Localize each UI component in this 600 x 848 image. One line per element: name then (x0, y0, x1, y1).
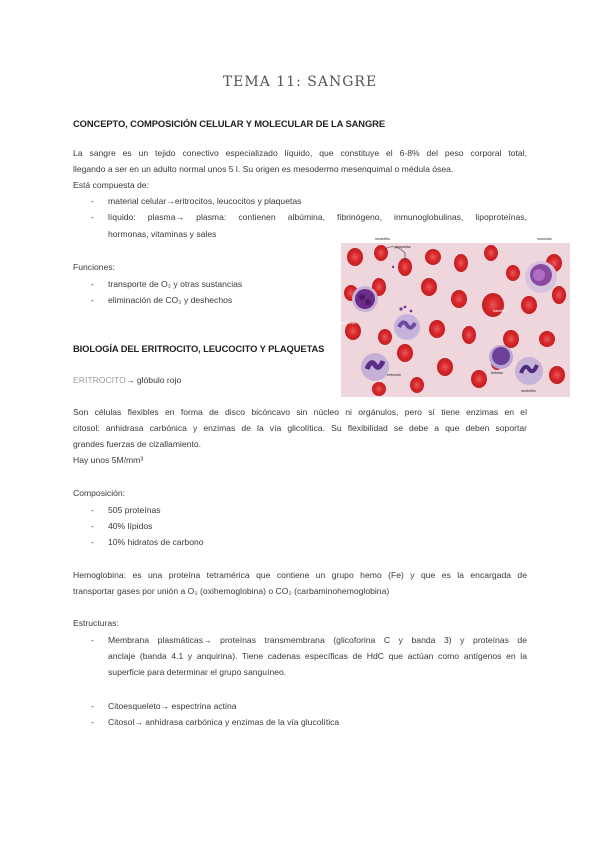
bullet-marker: - (91, 537, 94, 547)
eritrocito-count: Hay unos 5M/mm³ (73, 455, 144, 465)
bullet-marker: - (91, 635, 94, 645)
comp-item-2: 40% lípidos (108, 521, 153, 531)
neutrophil-bottom-right (515, 357, 543, 385)
basophil-neutrophil-center (394, 314, 420, 340)
blood-smear-illustration (341, 243, 570, 397)
bullet-marker: - (91, 701, 94, 711)
structure-item-1-line-1: Membrana plasmáticas→ proteínas transmembrana (glicoforina C y banda 3) y proteínas de (108, 635, 527, 645)
composition-item-1: material celular→eritrocitos, leucocitos y plaquetas (108, 196, 302, 206)
composition-label: Composición: (73, 488, 126, 498)
figure-label-neutrofilo-bottom: neutrófilo (521, 389, 536, 393)
figure-label-neutrofilo-top: neutrófilo (375, 237, 390, 241)
hemoglobina-line-1: Hemoglobina: es una proteína tetramérica que contiene un grupo hemo (Fe) y que es la encargada de (73, 570, 527, 580)
section-heading-concepto: CONCEPTO, COMPOSICIÓN CELULAR Y MOLECULAR DE LA SANGRE (73, 118, 385, 129)
figure-label-basofilo: basófilo (493, 309, 506, 313)
bullet-marker: - (91, 279, 94, 289)
figure-label-eritrocito: eritrocito (387, 373, 401, 377)
composed-label: Está compuesta de: (73, 180, 149, 190)
eritrocito-para-line-3: grandes fuerzas de cizallamiento. (73, 439, 202, 449)
bullet-marker: - (91, 295, 94, 305)
function-item-2: eliminación de CO₂ y deshechos (108, 295, 233, 305)
structures-label: Estructuras: (73, 618, 119, 628)
hemoglobina-line-2: transportar gases por unión a O₂ (oxihemoglobina) o CO₂ (carbaminohemoglobina) (73, 586, 390, 596)
structure-item-1-line-3: superficie para determinar el grupo sanguíneo. (108, 667, 287, 677)
composition-item-2-cont: hormonas, vitaminas y sales (108, 229, 217, 239)
structure-item-1-line-2: anclaje (banda 4.1 y anquirina). Tiene cadenas específicas de HdC que actúan como antígenos en la (108, 651, 527, 661)
bullet-marker: - (91, 521, 94, 531)
eosinophil (352, 286, 378, 312)
monocyte (525, 261, 557, 293)
figure-label-eosinofilo: eosinófilo (341, 321, 357, 325)
eritrocito-label: ERITROCITO (73, 375, 126, 385)
figure-label-plaquetas: plaquetas (395, 245, 411, 249)
composition-item-2: líquido: plasma→ plasma: contienen albúmina, fibrinógeno, inmunoglobulinas, lipoproteínas, (108, 212, 527, 222)
intro-line-2: llegando a ser en un adulto normal unos 5 l. Su origen es mesodermo mesenquimal o médula ósea. (73, 164, 454, 174)
comp-item-3: 10% hidratos de carbono (108, 537, 204, 547)
section-heading-biologia: BIOLOGÍA DEL ERITROCITO, LEUCOCITO Y PLAQUETAS (73, 343, 325, 354)
intro-line-1: La sangre es un tejido conectivo especializado líquido, que constituye el 6-8% del peso corporal total, (73, 148, 527, 158)
bullet-marker: - (91, 505, 94, 515)
eritrocito-line (73, 372, 181, 388)
bullet-marker: - (91, 196, 94, 206)
eritrocito-para-line-1: Son células flexibles en forma de disco bicóncavo sin núcleo ni orgánulos, pero sí tiene enzimas en el (73, 407, 527, 417)
functions-label: Funciones: (73, 262, 116, 272)
bullet-marker: - (91, 212, 94, 222)
eritrocito-para-line-2: citosol: anhidrasa carbónica y enzimas de la vía glicolítica. Su flexibilidad se debe a que deben soportar (73, 423, 527, 433)
structure-item-2: Citoesqueleto→ espectrina actina (108, 701, 237, 711)
lymphocyte (489, 345, 513, 369)
structure-item-3: Citosol→ anhidrasa carbónica y enzimas de la vía glucolítica (108, 717, 340, 727)
comp-item-1: 505 proteínas (108, 505, 161, 515)
figure-label-linfocito: linfocito (491, 371, 504, 375)
eritrocito-suffix: → glóbulo rojo (125, 375, 182, 385)
function-item-1: transporte de O₂ y otras sustancias (108, 279, 243, 289)
blood-cells-figure (341, 237, 570, 397)
page-title: TEMA 11: SANGRE (222, 74, 378, 90)
figure-label-monocito: monocito (537, 237, 552, 241)
bullet-marker: - (91, 717, 94, 727)
neutrophil-bottom-left (361, 353, 389, 381)
